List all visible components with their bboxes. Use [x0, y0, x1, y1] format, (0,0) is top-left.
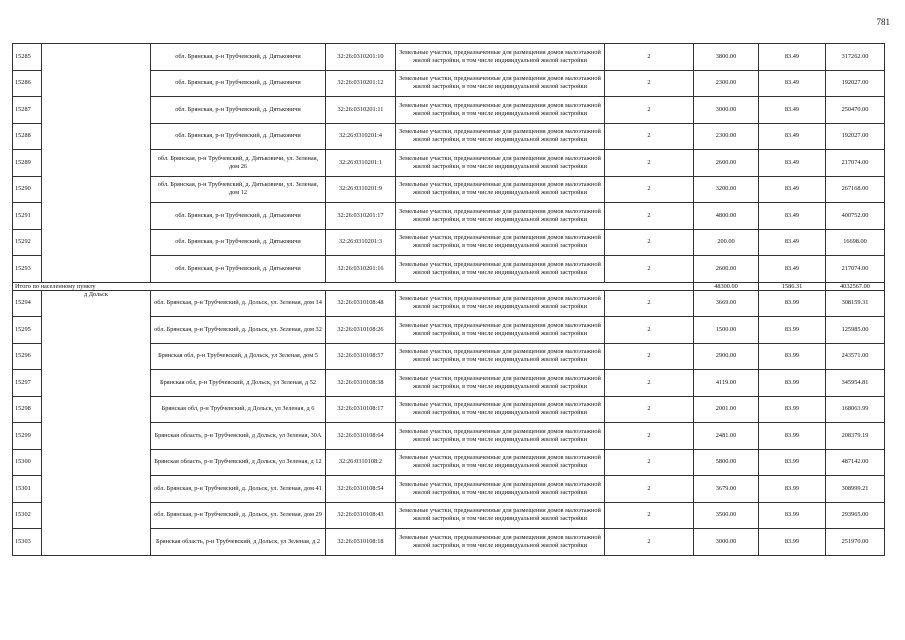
- row-group-code: 2: [605, 123, 694, 150]
- row-specific-value: 83.99: [759, 290, 826, 317]
- row-land-use: Земельные участки, предназначенные для размещения домов малоэтажной жилой застройки, в том числе индивидуальной жилой застройки: [396, 423, 605, 450]
- row-cadastral-number: 32:26:0310201:10: [326, 44, 396, 71]
- row-land-use: Земельные участки, предназначенные для размещения домов малоэтажной жилой застройки, в том числе индивидуальной жилой застройки: [396, 529, 605, 556]
- row-number: 15301: [13, 476, 42, 503]
- row-land-use: Земельные участки, предназначенные для размещения домов малоэтажной жилой застройки, в том числе индивидуальной жилой застройки: [396, 97, 605, 124]
- row-area: 2300.00: [694, 123, 759, 150]
- row-area: 200.00: [694, 229, 759, 256]
- row-address: обл. Брянская, р-н Трубчевский, д. Дольск, ул. Зеленая, дом 14: [151, 290, 326, 317]
- row-cadastral-number: 32:26:0310108:64: [326, 423, 396, 450]
- row-land-use: Земельные участки, предназначенные для размещения домов малоэтажной жилой застройки, в том числе индивидуальной жилой застройки: [396, 476, 605, 503]
- row-group-code: 2: [605, 70, 694, 97]
- subtotal-area: 48300.00: [694, 282, 759, 290]
- row-cadastral-value: 217074.00: [826, 150, 885, 177]
- row-address: Брянская область, р-н Трубчевский, д Дольск, ул Зеленая, д 2: [151, 529, 326, 556]
- row-number: 15291: [13, 203, 42, 230]
- row-specific-value: 83.49: [759, 256, 826, 283]
- row-area: 1500.00: [694, 317, 759, 344]
- table-row: [13, 290, 885, 317]
- row-cadastral-number: 32:26:0310201:16: [326, 256, 396, 283]
- row-specific-value: 83.49: [759, 176, 826, 203]
- row-group-code: 2: [605, 97, 694, 124]
- row-land-use: Земельные участки, предназначенные для размещения домов малоэтажной жилой застройки, в том числе индивидуальной жилой застройки: [396, 203, 605, 230]
- row-address: Брянская обл, р-н Трубчевский, д Дольск, ул Зеленая, дом 5: [151, 343, 326, 370]
- row-group-code: 2: [605, 449, 694, 476]
- table-row: [13, 44, 885, 71]
- row-land-use: Земельные участки, предназначенные для размещения домов малоэтажной жилой застройки, в том числе индивидуальной жилой застройки: [396, 290, 605, 317]
- row-cadastral-number: 32:26:0310108:2: [326, 449, 396, 476]
- row-group-code: 2: [605, 290, 694, 317]
- locality-name: [42, 44, 151, 283]
- row-cadastral-value: 345954.81: [826, 370, 885, 397]
- row-specific-value: 83.49: [759, 44, 826, 71]
- row-cadastral-value: 168063.99: [826, 396, 885, 423]
- row-specific-value: 83.99: [759, 343, 826, 370]
- row-cadastral-value: 192027.00: [826, 70, 885, 97]
- row-cadastral-value: 243571.00: [826, 343, 885, 370]
- row-number: 15300: [13, 449, 42, 476]
- row-cadastral-value: 308159.31: [826, 290, 885, 317]
- row-area: 4119.00: [694, 370, 759, 397]
- row-specific-value: 83.99: [759, 370, 826, 397]
- row-number: 15285: [13, 44, 42, 71]
- row-cadastral-value: 487142.00: [826, 449, 885, 476]
- subtotal-specific-value: 1586.31: [759, 282, 826, 290]
- row-land-use: Земельные участки, предназначенные для размещения домов малоэтажной жилой застройки, в том числе индивидуальной жилой застройки: [396, 343, 605, 370]
- page-number: 781: [876, 17, 890, 27]
- row-area: 2900.00: [694, 343, 759, 370]
- row-land-use: Земельные участки, предназначенные для размещения домов малоэтажной жилой застройки, в том числе индивидуальной жилой застройки: [396, 176, 605, 203]
- row-address: обл. Брянская, р-н Трубчевский, д. Дятьковичи: [151, 70, 326, 97]
- row-address: Брянская обл, р-н Трубчевский, д Дольск, ул Зеленая, д 52: [151, 370, 326, 397]
- table-body: [13, 44, 885, 556]
- row-number: 15290: [13, 176, 42, 203]
- row-number: 15297: [13, 370, 42, 397]
- row-land-use: Земельные участки, предназначенные для размещения домов малоэтажной жилой застройки, в том числе индивидуальной жилой застройки: [396, 70, 605, 97]
- row-cadastral-number: 32:26:0310201:12: [326, 70, 396, 97]
- row-group-code: 2: [605, 44, 694, 71]
- row-cadastral-value: 293965.00: [826, 502, 885, 529]
- row-number: 15289: [13, 150, 42, 177]
- row-address: Брянская область, р-н Трубчевский, д Дольск, ул Зеленая, 30А: [151, 423, 326, 450]
- row-specific-value: 83.49: [759, 123, 826, 150]
- row-group-code: 2: [605, 256, 694, 283]
- row-cadastral-number: 32:26:0310201:4: [326, 123, 396, 150]
- row-address: обл. Брянская, р-н Трубчевский, д. Дятьковичи: [151, 229, 326, 256]
- row-specific-value: 83.99: [759, 423, 826, 450]
- row-specific-value: 83.99: [759, 317, 826, 344]
- row-number: 15288: [13, 123, 42, 150]
- row-cadastral-value: 16698.00: [826, 229, 885, 256]
- row-cadastral-number: 32:26:0310108:17: [326, 396, 396, 423]
- row-cadastral-value: 208379.19: [826, 423, 885, 450]
- row-cadastral-number: 32:26:0310108:57: [326, 343, 396, 370]
- row-group-code: 2: [605, 229, 694, 256]
- row-area: 3200.00: [694, 176, 759, 203]
- row-cadastral-value: 217074.00: [826, 256, 885, 283]
- row-number: 15303: [13, 529, 42, 556]
- row-number: 15287: [13, 97, 42, 124]
- row-address: обл. Брянская, р-н Трубчевский, д. Дятьковичи, ул. Зеленая, дом 26: [151, 150, 326, 177]
- row-land-use: Земельные участки, предназначенные для размещения домов малоэтажной жилой застройки, в том числе индивидуальной жилой застройки: [396, 44, 605, 71]
- row-area: 3500.00: [694, 502, 759, 529]
- row-number: 15302: [13, 502, 42, 529]
- row-number: 15299: [13, 423, 42, 450]
- row-area: 2481.00: [694, 423, 759, 450]
- row-address: обл. Брянская, р-н Трубчевский, д. Дольск, ул. Зеленая, дом 41: [151, 476, 326, 503]
- row-cadastral-number: 32:26:0310108:48: [326, 290, 396, 317]
- row-group-code: 2: [605, 529, 694, 556]
- row-cadastral-value: 267168.00: [826, 176, 885, 203]
- row-number: 15298: [13, 396, 42, 423]
- row-specific-value: 83.49: [759, 229, 826, 256]
- row-specific-value: 83.99: [759, 529, 826, 556]
- row-number: 15296: [13, 343, 42, 370]
- row-area: 2300.00: [694, 70, 759, 97]
- row-address: Брянская обл, р-н Трубчевский, д Дольск, ул Зеленая, д 6: [151, 396, 326, 423]
- land-registry-table: [12, 43, 885, 556]
- row-land-use: Земельные участки, предназначенные для размещения домов малоэтажной жилой застройки, в том числе индивидуальной жилой застройки: [396, 150, 605, 177]
- row-specific-value: 83.49: [759, 97, 826, 124]
- row-area: 3000.00: [694, 529, 759, 556]
- row-land-use: Земельные участки, предназначенные для размещения домов малоэтажной жилой застройки, в том числе индивидуальной жилой застройки: [396, 396, 605, 423]
- row-group-code: 2: [605, 476, 694, 503]
- row-address: обл. Брянская, р-н Трубчевский, д. Дятьковичи: [151, 97, 326, 124]
- row-cadastral-number: 32:26:0310201:1: [326, 150, 396, 177]
- row-area: 3669.00: [694, 290, 759, 317]
- row-area: 3000.00: [694, 97, 759, 124]
- row-group-code: 2: [605, 423, 694, 450]
- row-number: 15292: [13, 229, 42, 256]
- row-address: обл. Брянская, р-н Трубчевский, д. Дятьковичи: [151, 203, 326, 230]
- row-address: обл. Брянская, р-н Трубчевский, д. Дятьковичи: [151, 123, 326, 150]
- row-area: 4800.00: [694, 203, 759, 230]
- row-address: обл. Брянская, р-н Трубчевский, д. Дятьковичи: [151, 256, 326, 283]
- row-land-use: Земельные участки, предназначенные для размещения домов малоэтажной жилой застройки, в том числе индивидуальной жилой застройки: [396, 123, 605, 150]
- row-specific-value: 83.99: [759, 476, 826, 503]
- row-number: 15295: [13, 317, 42, 344]
- row-address: обл. Брянская, р-н Трубчевский, д. Дятьковичи: [151, 44, 326, 71]
- row-group-code: 2: [605, 176, 694, 203]
- row-group-code: 2: [605, 396, 694, 423]
- row-cadastral-value: 125985.00: [826, 317, 885, 344]
- row-cadastral-number: 32:26:0310201:17: [326, 203, 396, 230]
- row-specific-value: 83.99: [759, 449, 826, 476]
- row-cadastral-value: 400752.00: [826, 203, 885, 230]
- row-specific-value: 83.99: [759, 502, 826, 529]
- row-cadastral-number: 32:26:0310108:26: [326, 317, 396, 344]
- row-address: обл. Брянская, р-н Трубчевский, д. Дятьковичи, ул. Зеленая, дом 12: [151, 176, 326, 203]
- row-cadastral-value: 250470.00: [826, 97, 885, 124]
- row-group-code: 2: [605, 502, 694, 529]
- row-number: 15293: [13, 256, 42, 283]
- row-specific-value: 83.49: [759, 70, 826, 97]
- row-area: 3679.00: [694, 476, 759, 503]
- row-group-code: 2: [605, 317, 694, 344]
- row-specific-value: 83.49: [759, 203, 826, 230]
- row-land-use: Земельные участки, предназначенные для размещения домов малоэтажной жилой застройки, в том числе индивидуальной жилой застройки: [396, 256, 605, 283]
- subtotal-row: [13, 282, 885, 290]
- row-land-use: Земельные участки, предназначенные для размещения домов малоэтажной жилой застройки, в том числе индивидуальной жилой застройки: [396, 502, 605, 529]
- row-area: 5800.00: [694, 449, 759, 476]
- row-cadastral-number: 32:26:0310201:11: [326, 97, 396, 124]
- row-cadastral-number: 32:26:0310201:3: [326, 229, 396, 256]
- row-address: обл. Брянская, р-н Трубчевский, д. Дольск, ул. Зеленая, дом 32: [151, 317, 326, 344]
- row-specific-value: 83.99: [759, 396, 826, 423]
- row-cadastral-value: 308999.21: [826, 476, 885, 503]
- row-group-code: 2: [605, 343, 694, 370]
- row-cadastral-value: 192027.00: [826, 123, 885, 150]
- row-cadastral-number: 32:26:0310108:38: [326, 370, 396, 397]
- row-land-use: Земельные участки, предназначенные для размещения домов малоэтажной жилой застройки, в том числе индивидуальной жилой застройки: [396, 370, 605, 397]
- row-group-code: 2: [605, 203, 694, 230]
- row-land-use: Земельные участки, предназначенные для размещения домов малоэтажной жилой застройки, в том числе индивидуальной жилой застройки: [396, 317, 605, 344]
- row-area: 2600.00: [694, 150, 759, 177]
- row-area: 3800.00: [694, 44, 759, 71]
- locality-name: д Дольск: [42, 290, 151, 555]
- row-cadastral-value: 317262.00: [826, 44, 885, 71]
- row-cadastral-number: 32:26:0310108:54: [326, 476, 396, 503]
- row-land-use: Земельные участки, предназначенные для размещения домов малоэтажной жилой застройки, в том числе индивидуальной жилой застройки: [396, 229, 605, 256]
- row-area: 2600.00: [694, 256, 759, 283]
- row-specific-value: 83.49: [759, 150, 826, 177]
- row-number: 15286: [13, 70, 42, 97]
- row-cadastral-value: 251970.00: [826, 529, 885, 556]
- row-address: Брянская область, р-н Трубчевский, д Дольск, ул Зеленая, д 12: [151, 449, 326, 476]
- row-number: 15294: [13, 290, 42, 317]
- row-address: обл. Брянская, р-н Трубчевский, д. Дольск, ул. Зеленая, дом 29: [151, 502, 326, 529]
- row-group-code: 2: [605, 370, 694, 397]
- row-group-code: 2: [605, 150, 694, 177]
- row-cadastral-number: 32:26:0310108:43: [326, 502, 396, 529]
- row-cadastral-number: 32:26:0310201:9: [326, 176, 396, 203]
- row-land-use: Земельные участки, предназначенные для размещения домов малоэтажной жилой застройки, в том числе индивидуальной жилой застройки: [396, 449, 605, 476]
- subtotal-cadastral-value: 4032567.00: [826, 282, 885, 290]
- row-cadastral-number: 32:26:0310108:18: [326, 529, 396, 556]
- subtotal-label: Итого по населенному пункту: [13, 282, 694, 290]
- row-area: 2001.00: [694, 396, 759, 423]
